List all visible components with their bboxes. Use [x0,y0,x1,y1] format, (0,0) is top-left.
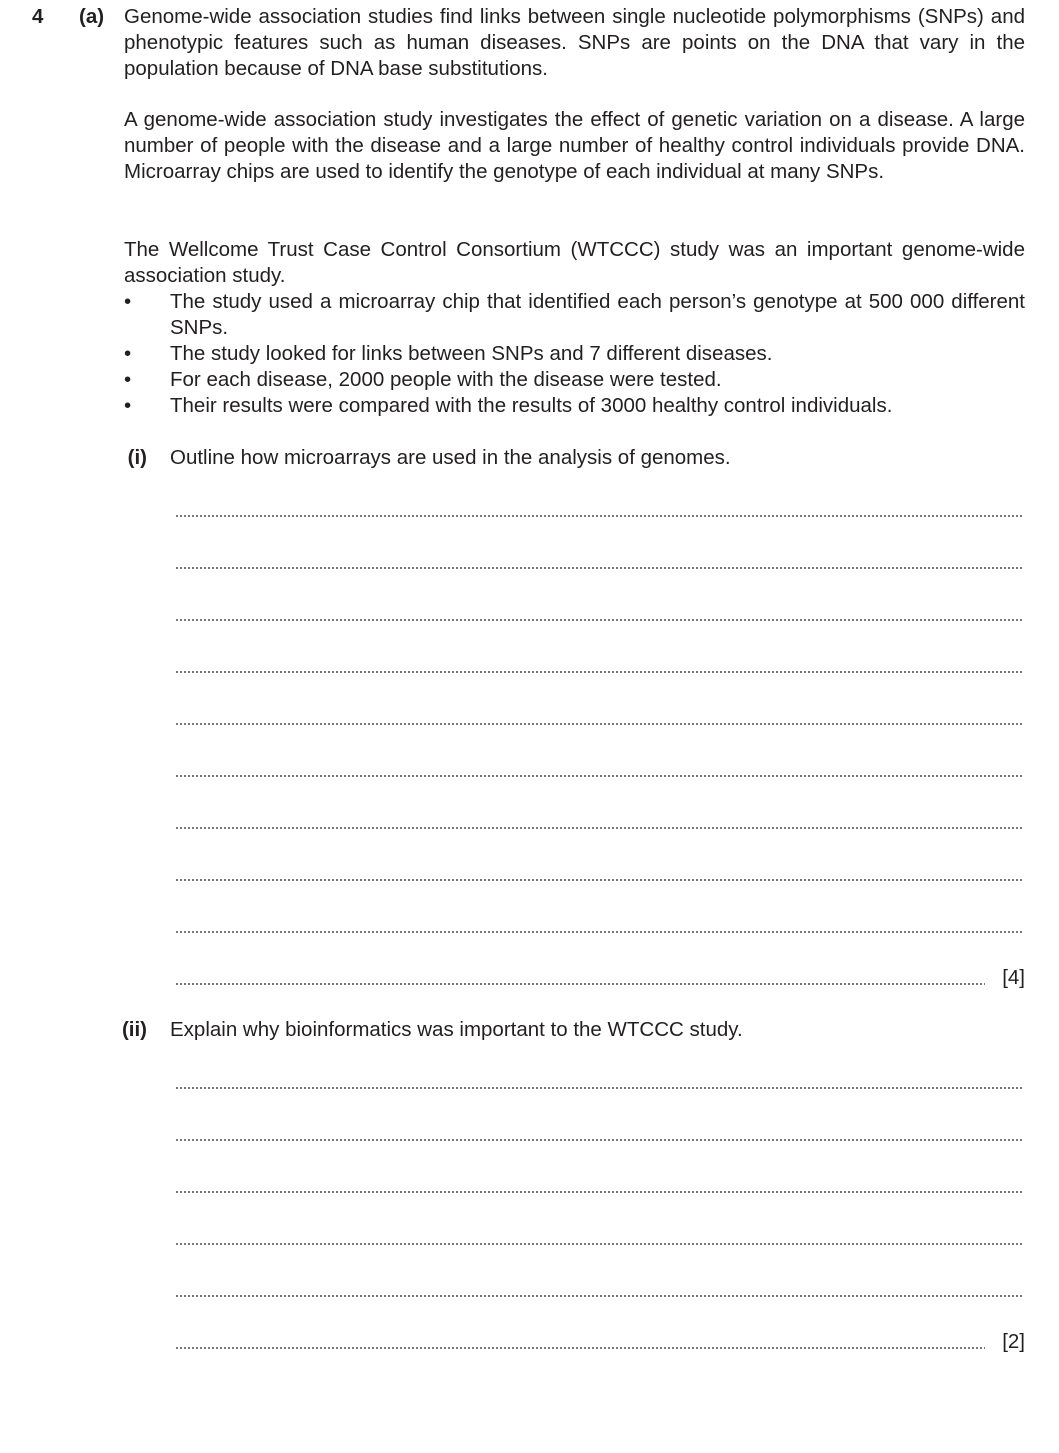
subquestion-ii-label: (ii) [121,1018,147,1041]
answer-line[interactable] [175,1243,1024,1245]
answer-line[interactable] [175,515,1024,517]
study-facts-list [124,289,1025,419]
answer-line[interactable] [175,879,1024,881]
subquestion-i-prompt: Outline how microarrays are used in the analysis of genomes. [170,446,731,469]
list-item [124,367,1025,393]
answer-line[interactable] [175,1347,985,1349]
answer-line[interactable] [175,827,1024,829]
list-item-text: The study used a microarray chip that identified each person’s genotype at 500 000 different SNPs. [170,290,1025,339]
list-item [124,341,1025,367]
question-number: 4 [32,5,44,28]
answer-line[interactable] [175,723,1024,725]
intro-paragraph-3: The Wellcome Trust Case Control Consortium (WTCCC) study was an important genome-wide association study. [124,238,1025,287]
subquestion-i-label: (i) [127,446,147,469]
answer-line[interactable] [175,931,1024,933]
list-item [124,289,1025,341]
answer-line[interactable] [175,1295,1024,1297]
answer-line[interactable] [175,1139,1024,1141]
subquestion-ii-prompt: Explain why bioinformatics was important to the WTCCC study. [170,1018,743,1041]
part-label: (a) [79,5,105,28]
list-item-text: Their results were compared with the results of 3000 healthy control individuals. [170,394,893,417]
bullet-marker: • [124,342,132,365]
intro-paragraph-1: Genome-wide association studies find links between single nucleotide polymorphisms (SNPs) and phenotypic features such as human diseases. SNPs are points on the DNA that vary in the population because of DNA base substitutions. [124,5,1025,80]
list-item [124,393,1025,419]
list-item-text: For each disease, 2000 people with the disease were tested. [170,368,722,391]
answer-line[interactable] [175,619,1024,621]
bullet-marker: • [124,394,132,417]
marks-label-i: [4] [1002,966,1025,989]
answer-line[interactable] [175,983,985,985]
answer-line[interactable] [175,1087,1024,1089]
list-item-text: The study looked for links between SNPs and 7 different diseases. [170,342,773,365]
answer-line[interactable] [175,775,1024,777]
intro-paragraph-2: A genome-wide association study investigates the effect of genetic variation on a disease. A large number of people with the disease and a large number of healthy control individuals provide DNA. Microarray chips are used to identify the genotype of each individual at many SNPs. [124,108,1025,183]
bullet-marker: • [124,290,132,313]
bullet-marker: • [124,368,132,391]
answer-line[interactable] [175,1191,1024,1193]
answer-line[interactable] [175,671,1024,673]
answer-line[interactable] [175,567,1024,569]
marks-label-ii: [2] [1002,1330,1025,1353]
